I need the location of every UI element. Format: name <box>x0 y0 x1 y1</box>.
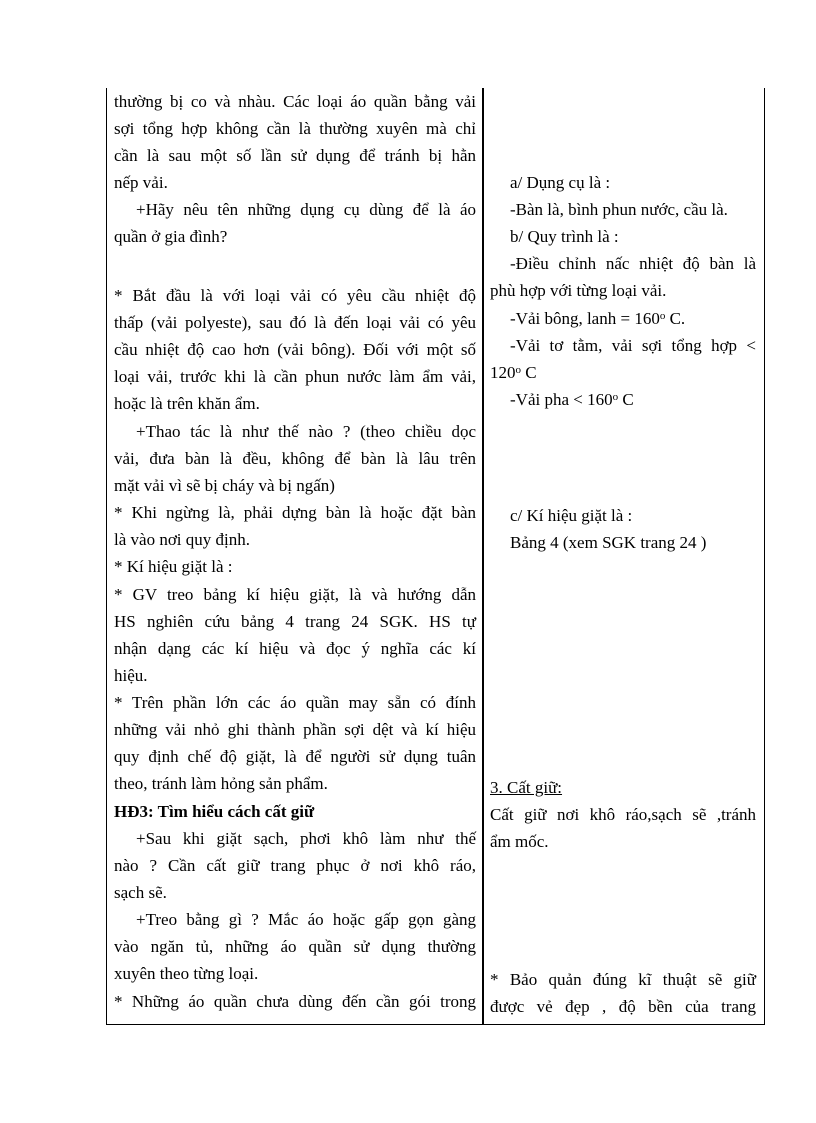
subheading-underlined: Dụng cụ là : <box>526 173 611 192</box>
subheading-text: a/ Dụng cụ là : <box>510 173 611 192</box>
subheading-symbols: c/ Kí hiệu giặt là : <box>510 506 633 525</box>
text-line: * Khi ngừng là, phải dựng bàn là hoặc đặt bàn <box>114 503 476 522</box>
unit: C <box>618 390 634 409</box>
text-line: xuyên theo từng loại. <box>114 964 259 983</box>
text-line: theo, tránh làm hỏng sản phẩm. <box>114 774 328 793</box>
section-3-heading <box>490 774 756 801</box>
text-line: * Kí hiệu giặt là : <box>114 557 233 576</box>
text-line: * Những áo quần chưa dùng đến cần gói trong <box>114 992 476 1011</box>
text-line: * Bắt đầu là với loại vải có yêu cầu nhiệt độ <box>114 286 476 305</box>
section-3-text: 3. Cất giữ: <box>490 778 563 797</box>
text-line: mặt vải vì sẽ bị cháy và bị ngấn) <box>114 476 335 495</box>
text-line: * Bảo quản đúng kĩ thuật sẽ giữ <box>490 970 756 989</box>
text-line: được vẻ đẹp , độ bền của trang <box>490 997 756 1016</box>
unit: C. <box>665 309 686 328</box>
text-line: ẩm mốc. <box>490 832 549 851</box>
text-line: nếp vải. <box>114 173 168 192</box>
text-line: +Hãy nêu tên những dụng cụ dùng để là áo <box>136 200 476 219</box>
text-line: những vải nhỏ ghi thành phần sợi dệt và kí hiệu <box>114 720 476 739</box>
text: -Vải pha < 160 <box>510 390 613 409</box>
text: 120 <box>490 363 516 382</box>
section-heading: HĐ3: Tìm hiểu cách cất giữ <box>114 802 315 821</box>
text-line: loại vải, trước khi là cần phun nước làm ẩm vải, <box>114 367 476 386</box>
subheading-underlined: Quy trình là : <box>527 227 619 246</box>
text-line: -Bàn là, bình phun nước, cầu là. <box>510 200 728 219</box>
text-line: hiệu. <box>114 666 148 685</box>
column-divider <box>482 88 484 1025</box>
text-line: Bảng 4 (xem SGK trang 24 ) <box>510 533 707 552</box>
text-line: thấp (vải polyeste), sau đó là đến loại vải có yêu <box>114 313 476 332</box>
text-line: phù hợp với từng loại vải. <box>490 281 667 300</box>
text-line: vải, đưa bàn là đều, không để bàn là lâu trên <box>114 449 476 468</box>
text-line: sạch sẽ. <box>114 883 167 902</box>
text-line: hoặc là trên khăn ẩm. <box>114 394 260 413</box>
degree-sign: o <box>515 364 521 376</box>
text-line: HS nghiên cứu bảng 4 trang 24 SGK. HS tự <box>114 612 476 631</box>
text-line: +Treo bằng gì ? Mắc áo hoặc gấp gọn gàng <box>136 910 476 929</box>
text-line: Cất giữ nơi khô ráo,sạch sẽ ,tránh <box>490 805 756 824</box>
text-line: cần là sau một số lần sử dụng để tránh bị hằn <box>114 146 476 165</box>
text-line: * Trên phần lớn các áo quần may sẵn có đính <box>114 693 476 712</box>
subheading-text: b/ Quy trình là : <box>510 227 619 246</box>
unit: C <box>521 363 537 382</box>
text-line: -Vải tơ tằm, vải sợi tổng hợp < <box>510 336 756 355</box>
text-line: +Thao tác là như thế nào ? (theo chiều dọc <box>136 422 476 441</box>
degree-sign: o <box>612 391 619 403</box>
text-line: cầu nhiệt độ cao hơn (vải bông). Đối với một số <box>114 340 476 359</box>
degree-sign: o <box>659 310 666 322</box>
text-line: * GV treo bảng kí hiệu giặt, là và hướng dẫn <box>114 585 476 604</box>
text-line: sợi tổng hợp không cần là thường xuyên mà chỉ <box>114 119 476 138</box>
text-line: nào ? Cần cất giữ trang phục ở nơi khô ráo, <box>114 856 476 875</box>
text-line: quy định chế độ giặt, là để người sử dụng tuân <box>114 747 476 766</box>
text-line: -Điều chỉnh nấc nhiệt độ bàn là <box>510 254 756 273</box>
text-line: nhận dạng các kí hiệu và đọc ý nghĩa các kí <box>114 639 476 658</box>
subheading-tools <box>490 169 756 196</box>
text-line: thường bị co và nhàu. Các loại áo quần bằng vải <box>114 92 476 111</box>
subheading-process <box>490 223 756 250</box>
text-line: là vào nơi quy định. <box>114 530 250 549</box>
temperature-cotton <box>490 305 756 332</box>
text: -Vải bông, lanh = 160 <box>510 309 660 328</box>
text-line: +Sau khi giặt sạch, phơi khô làm như thế <box>136 829 476 848</box>
text-line: vào ngăn tủ, những áo quần sử dụng thường <box>114 937 476 956</box>
text-line: quần ở gia đình? <box>114 227 228 246</box>
temperature-blend <box>490 386 756 413</box>
temperature-silk <box>490 359 756 386</box>
